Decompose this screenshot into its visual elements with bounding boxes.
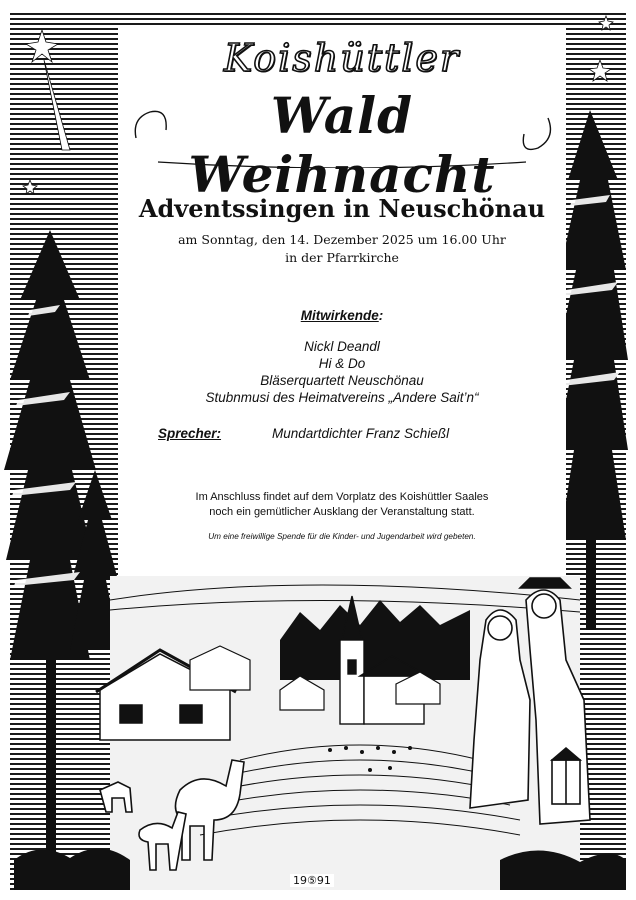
title-koishuettler: Koishüttler bbox=[223, 36, 461, 80]
performer-item: Bläserquartett Neuschönau bbox=[260, 373, 424, 388]
star-icon bbox=[26, 30, 58, 62]
lantern-icon bbox=[552, 748, 580, 804]
afterparty-notice bbox=[118, 490, 566, 520]
performers-heading bbox=[118, 308, 566, 323]
speaker-name: Mundartdichter Franz Schießl bbox=[272, 426, 450, 441]
event-title: Adventssingen in Neuschönau bbox=[138, 194, 546, 223]
star-icon bbox=[589, 60, 611, 81]
performers-heading-label: Mitwirkende bbox=[300, 308, 379, 323]
afterparty-line: noch ein gemütlicher Ausklang der Veranstaltung statt. bbox=[209, 506, 475, 518]
title-wald-weihnacht: Wald Weihnacht bbox=[188, 86, 496, 204]
speaker-label: Sprecher: bbox=[158, 426, 222, 441]
star-icon bbox=[599, 16, 613, 30]
donation-notice: Um eine freiwillige Spende für die Kinder- und Jugendarbeit wird gebeten. bbox=[208, 532, 476, 541]
text-panel bbox=[118, 28, 566, 576]
performers-heading-suffix: : bbox=[378, 308, 384, 323]
speaker-row bbox=[158, 426, 558, 441]
performer-item: Hi & Do bbox=[318, 356, 366, 371]
event-place: in der Pfarrkirche bbox=[285, 250, 399, 265]
artwork-signature: 19⑤91 bbox=[290, 874, 334, 887]
star-icon bbox=[23, 180, 37, 194]
performers-list bbox=[118, 338, 566, 406]
performer-item: Nickl Deandl bbox=[304, 339, 380, 354]
event-date: am Sonntag, den 14. Dezember 2025 um 16.00 Uhr bbox=[178, 232, 506, 247]
performer-item: Stubnmusi des Heimatvereins „Andere Sait’n“ bbox=[205, 390, 479, 405]
afterparty-line: Im Anschluss findet auf dem Vorplatz des Koishüttler Saales bbox=[195, 491, 489, 503]
